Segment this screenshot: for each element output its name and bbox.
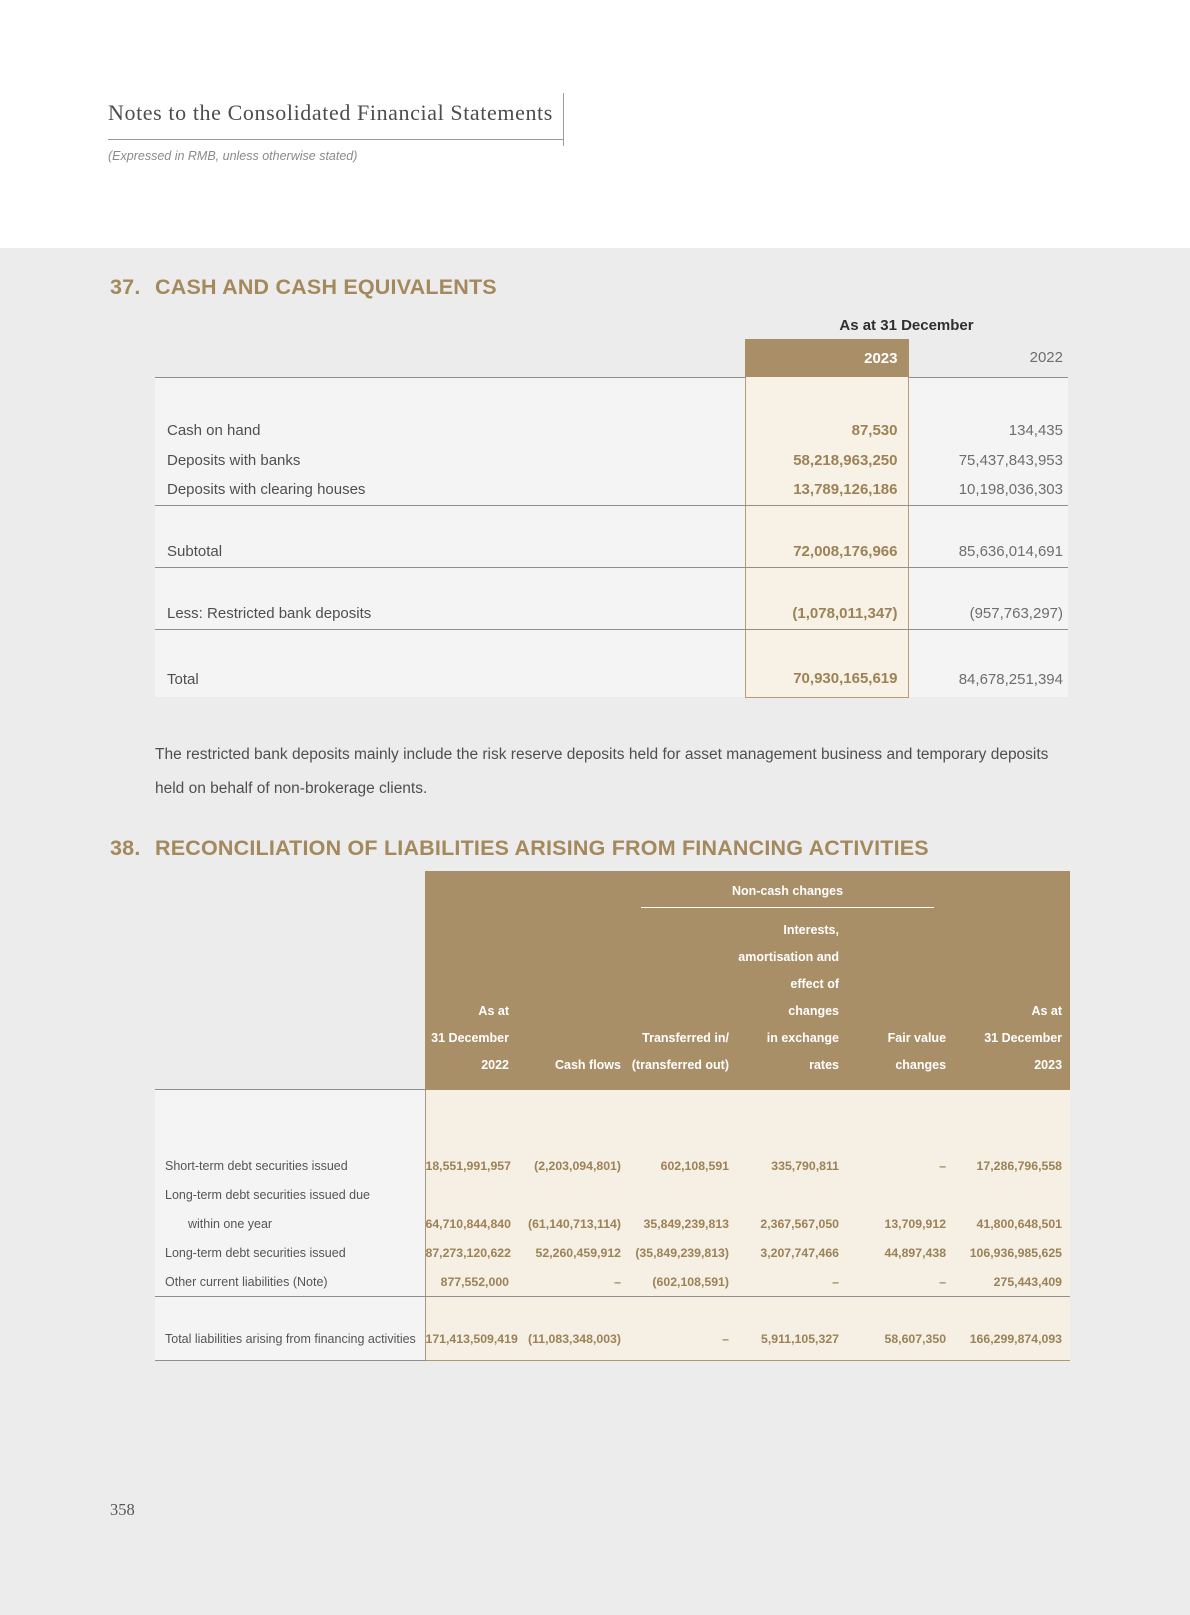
spacer-cell <box>629 1297 737 1319</box>
cash-equivalents-table <box>155 339 1068 698</box>
header-line: (transferred out) <box>631 1057 729 1072</box>
spacer-row <box>155 1090 1070 1152</box>
value-cell: (35,849,239,813) <box>629 1239 737 1268</box>
section-37 <box>0 248 1190 806</box>
spacer-cell <box>425 1090 517 1152</box>
table-row <box>155 415 1068 445</box>
spacer-cell <box>737 1090 847 1152</box>
table-row <box>155 1210 1070 1239</box>
value-cell: – <box>629 1319 737 1361</box>
column-header-transferred <box>629 917 737 1090</box>
value-cell: 52,260,459,912 <box>517 1239 629 1268</box>
header-line: 31 December <box>984 1030 1063 1045</box>
table-row <box>155 475 1068 505</box>
value-2022: 134,435 <box>908 415 1068 445</box>
spacer-cell <box>745 377 908 415</box>
spacer-cell <box>737 1297 847 1319</box>
value-cell <box>517 1181 629 1210</box>
section-38-title: RECONCILIATION OF LIABILITIES ARISING FROM FINANCING ACTIVITIES <box>155 835 929 860</box>
noncash-group-cell <box>629 871 954 917</box>
subtotal-row <box>155 537 1068 567</box>
total-row <box>155 661 1068 697</box>
row-label: Less: Restricted bank deposits <box>155 599 745 629</box>
value-2023: 58,218,963,250 <box>745 445 908 475</box>
value-cell: 87,273,120,622 <box>425 1239 517 1268</box>
spacer-cell <box>517 1297 629 1319</box>
spacer-cell <box>155 339 745 377</box>
value-2022: 75,437,843,953 <box>908 445 1068 475</box>
financing-liabilities-table <box>155 871 1070 1362</box>
spacer-cell <box>954 1090 1070 1152</box>
column-header-cash-flows <box>517 917 629 1090</box>
document-title: Notes to the Consolidated Financial Statements <box>108 100 553 125</box>
value-cell: 64,710,844,840 <box>425 1210 517 1239</box>
title-divider-line <box>563 93 564 146</box>
value-cell: 18,551,991,957 <box>425 1152 517 1181</box>
value-2022: 85,636,014,691 <box>908 537 1068 567</box>
row-label: Long-term debt securities issued due <box>155 1181 425 1210</box>
row-label: Cash on hand <box>155 415 745 445</box>
value-cell: 35,849,239,813 <box>629 1210 737 1239</box>
value-cell: 3,207,747,466 <box>737 1239 847 1268</box>
value-cell: 166,299,874,093 <box>954 1319 1070 1361</box>
header-line: 2023 <box>1034 1057 1063 1072</box>
section-38-number: 38. <box>110 835 141 860</box>
column-header-asat-2022 <box>425 917 517 1090</box>
value-2022: 84,678,251,394 <box>908 661 1068 697</box>
value-cell: 13,709,912 <box>847 1210 954 1239</box>
value-cell: – <box>517 1268 629 1297</box>
value-cell: 106,936,985,625 <box>954 1239 1070 1268</box>
row-label: Deposits with banks <box>155 445 745 475</box>
spacer-cell <box>629 1090 737 1152</box>
spacer-row <box>155 567 1068 599</box>
table-row <box>155 599 1068 629</box>
value-cell: 602,108,591 <box>629 1152 737 1181</box>
table-header-row <box>155 339 1068 377</box>
header-line: effect of changes <box>788 976 839 1018</box>
spacer-cell <box>954 871 1070 917</box>
content-area <box>0 248 1190 1615</box>
header-line: 2022 <box>481 1057 509 1072</box>
spacer-cell <box>155 505 745 537</box>
header-line: 31 December <box>431 1030 509 1045</box>
header-line: As at <box>478 1003 509 1018</box>
header-line: Interests, <box>783 922 839 937</box>
value-cell: 41,800,648,501 <box>954 1210 1070 1239</box>
column-header-fair-value <box>847 917 954 1090</box>
cash-equivalents-table-wrap <box>155 317 1068 698</box>
value-cell: 44,897,438 <box>847 1239 954 1268</box>
page-header <box>108 100 1088 163</box>
title-block <box>108 100 563 140</box>
spacer-cell <box>155 567 745 599</box>
column-header-interests-exchange <box>737 917 847 1090</box>
row-label: Long-term debt securities issued <box>155 1239 425 1268</box>
spacer-row <box>155 377 1068 415</box>
value-cell: 275,443,409 <box>954 1268 1070 1297</box>
section-37-number: 37. <box>110 275 141 299</box>
value-cell: 171,413,509,419 <box>425 1319 517 1361</box>
spacer-cell <box>908 505 1068 537</box>
spacer-cell <box>517 871 629 917</box>
value-2022: (957,763,297) <box>908 599 1068 629</box>
header-line: in exchange rates <box>766 1030 839 1072</box>
spacer-row <box>155 1297 1070 1319</box>
table-row <box>155 1181 1070 1210</box>
row-label: Deposits with clearing houses <box>155 475 745 505</box>
spacer-cell <box>954 1297 1070 1319</box>
section-38 <box>0 836 1190 1362</box>
section-37-heading <box>110 248 1190 300</box>
spacer-cell <box>847 1297 954 1319</box>
value-cell <box>954 1181 1070 1210</box>
spacer-cell <box>155 917 425 1090</box>
header-line: Transferred in/ <box>642 1030 729 1045</box>
spacer-cell <box>847 1090 954 1152</box>
value-cell: (11,083,348,003) <box>517 1319 629 1361</box>
row-label: Total <box>155 661 745 697</box>
restricted-deposits-note: The restricted bank deposits mainly include the risk reserve deposits held for asset management business and temporary deposits held on behalf of non-brokerage clients. <box>155 745 1049 797</box>
value-cell: (61,140,713,114) <box>517 1210 629 1239</box>
row-label: Total liabilities arising from financing activities <box>155 1319 425 1361</box>
value-2023: (1,078,011,347) <box>745 599 908 629</box>
section-37-title: CASH AND CASH EQUIVALENTS <box>155 275 497 299</box>
spacer-cell <box>425 1297 517 1319</box>
value-cell <box>425 1181 517 1210</box>
value-cell: – <box>737 1268 847 1297</box>
spacer-cell <box>745 629 908 661</box>
column-header-2023: 2023 <box>745 339 908 377</box>
value-2023: 87,530 <box>745 415 908 445</box>
spacer-cell <box>745 567 908 599</box>
row-label: Subtotal <box>155 537 745 567</box>
spacer-cell <box>155 377 745 415</box>
value-cell <box>737 1181 847 1210</box>
value-cell: 17,286,796,558 <box>954 1152 1070 1181</box>
header-line: As at <box>1031 1003 1063 1018</box>
header-line: Cash flows <box>555 1057 621 1072</box>
column-header-asat-2023 <box>954 917 1070 1090</box>
value-cell: 877,552,000 <box>425 1268 517 1297</box>
table-row <box>155 1152 1070 1181</box>
table-header-row <box>155 917 1070 1090</box>
column-header-2022: 2022 <box>1029 349 1063 367</box>
spacer-cell <box>155 1090 425 1152</box>
section-38-heading <box>110 836 1190 861</box>
spacer-cell <box>908 629 1068 661</box>
spacer-row <box>155 505 1068 537</box>
spacer-cell <box>908 377 1068 415</box>
value-cell: (602,108,591) <box>629 1268 737 1297</box>
value-cell: 2,367,567,050 <box>737 1210 847 1239</box>
value-cell: – <box>847 1152 954 1181</box>
table-header-row-top <box>155 871 1070 917</box>
table-row <box>155 1268 1070 1297</box>
spacer-cell <box>155 1297 425 1319</box>
value-2023: 72,008,176,966 <box>745 537 908 567</box>
spacer-cell <box>155 871 425 917</box>
row-label: within one year <box>155 1210 425 1239</box>
table-row <box>155 445 1068 475</box>
value-cell: – <box>847 1268 954 1297</box>
value-2022: 10,198,036,303 <box>908 475 1068 505</box>
period-header: As at 31 December <box>839 317 974 334</box>
value-cell: (2,203,094,801) <box>517 1152 629 1181</box>
header-line: Fair value <box>887 1030 947 1045</box>
spacer-cell <box>745 505 908 537</box>
document-subtitle: (Expressed in RMB, unless otherwise stated) <box>108 149 358 163</box>
spacer-cell <box>425 871 517 917</box>
value-cell: 5,911,105,327 <box>737 1319 847 1361</box>
table-row <box>155 1239 1070 1268</box>
header-line: changes <box>895 1057 947 1072</box>
value-2023: 70,930,165,619 <box>745 661 908 697</box>
value-cell: 58,607,350 <box>847 1319 954 1361</box>
row-label: Short-term debt securities issued <box>155 1152 425 1181</box>
page-number: 358 <box>110 1500 135 1519</box>
row-label: Other current liabilities (Note) <box>155 1268 425 1297</box>
value-2023: 13,789,126,186 <box>745 475 908 505</box>
value-cell <box>847 1181 954 1210</box>
spacer-cell <box>517 1090 629 1152</box>
value-cell <box>629 1181 737 1210</box>
header-line: amortisation and <box>738 949 839 964</box>
spacer-cell <box>908 567 1068 599</box>
noncash-changes-header: Non-cash changes <box>641 884 934 908</box>
value-cell: 335,790,811 <box>737 1152 847 1181</box>
total-row <box>155 1319 1070 1361</box>
spacer-row <box>155 629 1068 661</box>
spacer-cell <box>155 629 745 661</box>
